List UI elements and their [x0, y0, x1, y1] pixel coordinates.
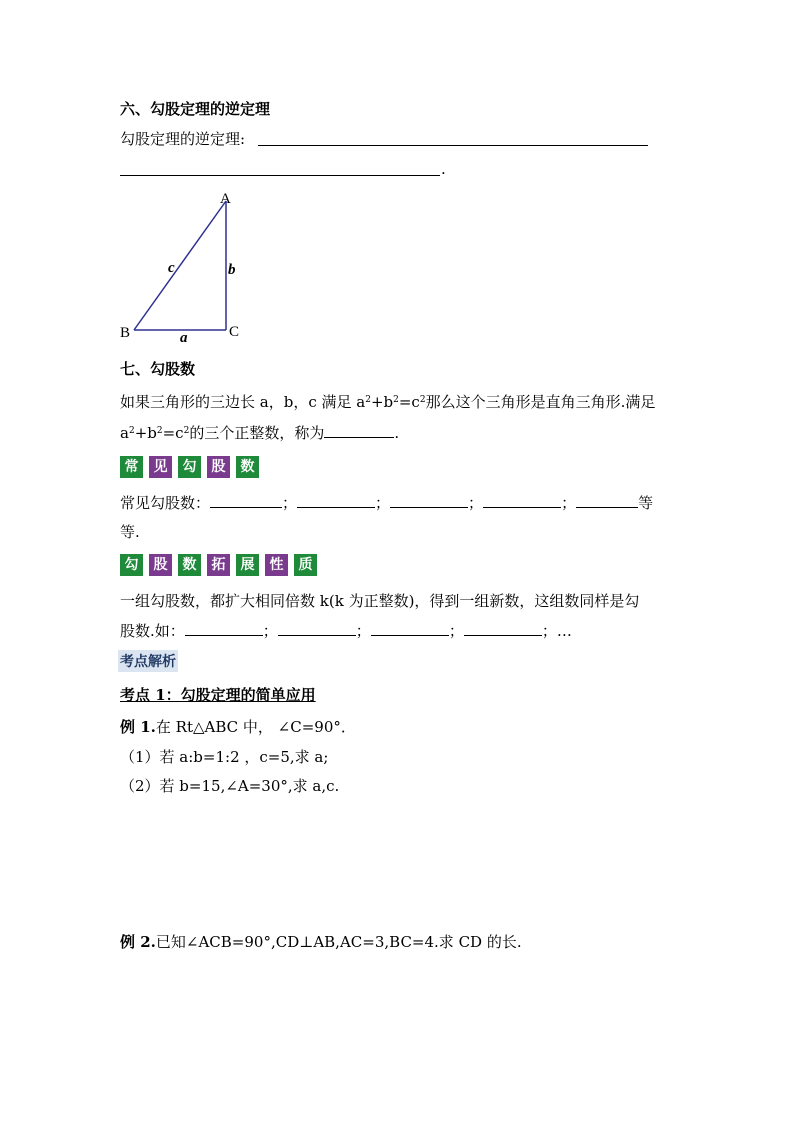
section-7-heading: 七、勾股数 [120, 360, 196, 378]
vertex-b: B [120, 325, 131, 341]
section-6-heading: 六、勾股定理的逆定理 [120, 100, 271, 118]
blank-4 [483, 493, 561, 508]
right-triangle-diagram [110, 185, 260, 350]
common-triples-line: 常见勾股数： ； ； ； ； 等 [120, 494, 654, 512]
badge-char: 拓 [207, 554, 230, 576]
badge-char: 性 [265, 554, 288, 576]
blank-2 [297, 493, 375, 508]
blank-5 [576, 493, 638, 508]
side-a-label: a [180, 330, 188, 346]
side-c-label: c [168, 260, 175, 276]
vertex-c: C [229, 324, 240, 340]
blank-3 [390, 493, 468, 508]
fill-blank-line-1 [258, 145, 648, 146]
example-1: 例 1.在 Rt△ABC 中， ∠C=90°． [120, 718, 356, 736]
badge-char: 勾 [178, 456, 201, 478]
exam-point-1: 考点 1：勾股定理的简单应用 [120, 686, 316, 704]
badge-char: 数 [178, 554, 201, 576]
pythagorean-triple-text-2: $a^2+b^2=c^2$的三个正整数，称为 . [120, 424, 400, 442]
blank-ext-4 [464, 621, 542, 636]
badge-char: 股 [149, 554, 172, 576]
badge-char: 见 [149, 456, 172, 478]
fill-blank-line-2 [120, 175, 440, 176]
badge-char: 展 [236, 554, 259, 576]
badge-extension [120, 554, 323, 576]
badge-char: 常 [120, 456, 143, 478]
badge-char: 数 [236, 456, 259, 478]
extension-text-2: 股数.如： ； ； ； ；… [120, 622, 572, 640]
blank-1 [210, 493, 282, 508]
badge-char: 质 [294, 554, 317, 576]
exam-analysis-tag: 考点解析 [118, 650, 178, 672]
side-b-label: b [228, 262, 236, 278]
blank-ext-1 [185, 621, 263, 636]
common-triples-line-2: 等. [120, 523, 140, 541]
example-1-q1: （1）若 a:b=1:2 ，c=5,求 a; [120, 748, 329, 766]
blank-ext-3 [371, 621, 449, 636]
example-2: 例 2.已知∠ACB=90°,CD⊥AB,AC=3,BC=4.求 CD 的长. [120, 933, 522, 951]
badge-char: 股 [207, 456, 230, 478]
blank-ext-2 [278, 621, 356, 636]
period: . [441, 160, 446, 178]
extension-text-1: 一组勾股数，都扩大相同倍数 k(k 为正整数)，得到一组新数，这组数同样是勾 [120, 592, 640, 610]
blank-term [324, 423, 394, 438]
example-1-q2: （2）若 b=15,∠A=30°,求 a,c. [120, 777, 340, 795]
converse-theorem-label: 勾股定理的逆定理: [120, 130, 246, 148]
badge-common-triples [120, 456, 265, 478]
side-c-line [134, 201, 226, 330]
vertex-a: A [220, 191, 231, 207]
badge-char: 勾 [120, 554, 143, 576]
pythagorean-triple-text-1: 如果三角形的三边长 a，b，c 满足 $a^2+b^2=c^2$那么这个三角形是直角三角形.满足 [120, 393, 656, 411]
